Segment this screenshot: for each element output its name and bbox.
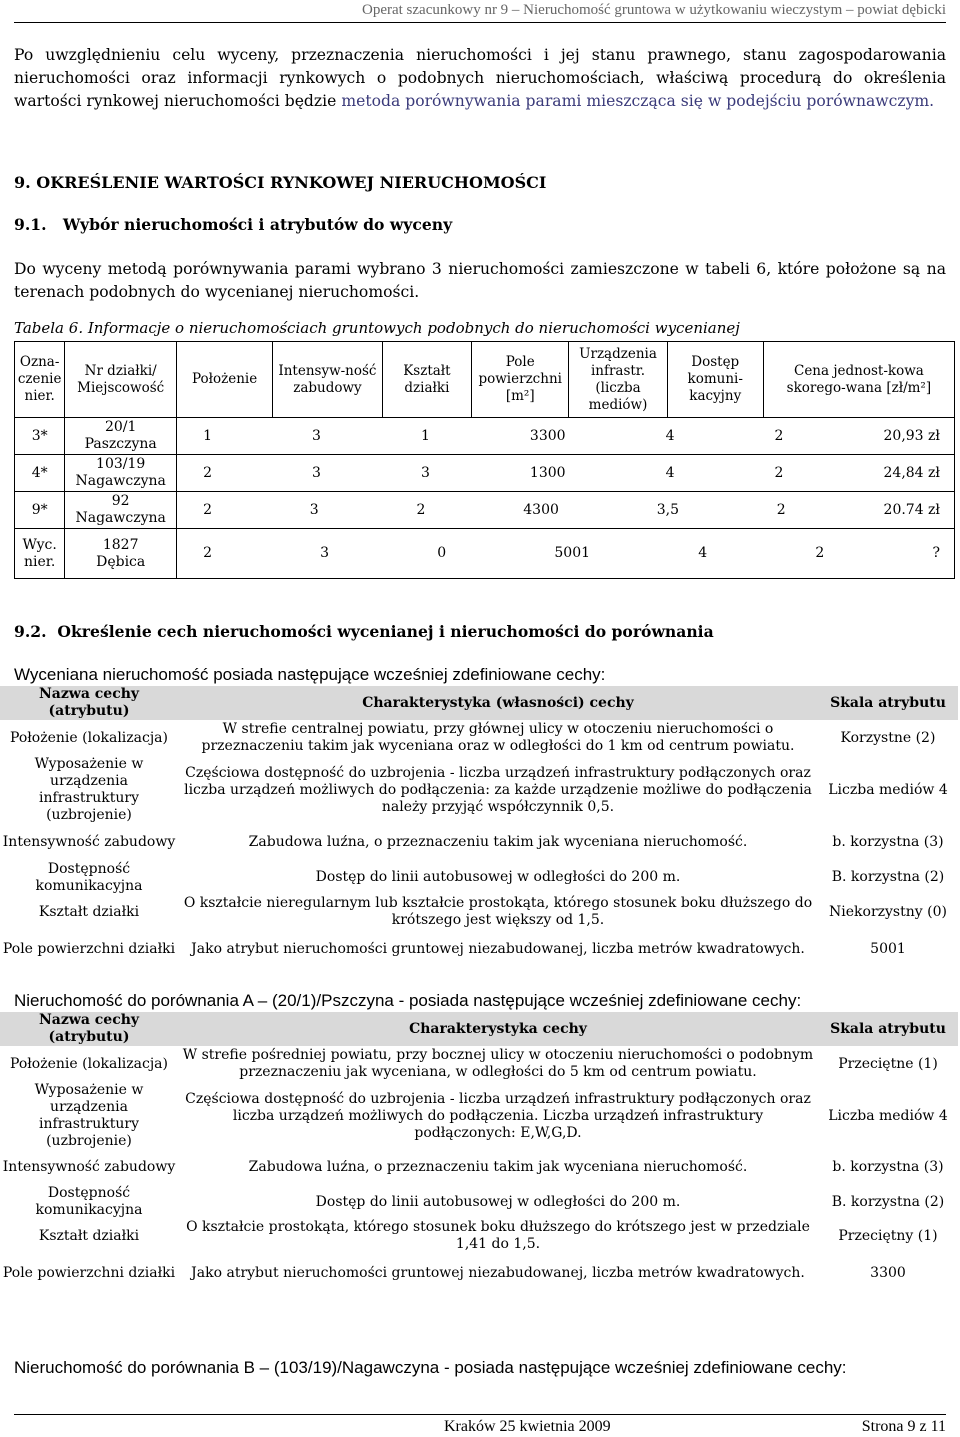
col-characteristic: Charakterystyka (własności) cechy [178, 686, 818, 720]
comparable-a-lead: Nieruchomość do porównania A – (20/1)/Pszczyna - posiada następujące wcześniej zdefiniowane cechy: [14, 991, 802, 1010]
plot-number: 103/19 [96, 456, 146, 472]
table-row [0, 895, 958, 929]
val-shape: 2 [416, 501, 426, 518]
val-price: 20,93 zł [883, 427, 940, 444]
attr-scale: B. korzystna (2) [831, 1193, 945, 1210]
col-scale: Skala atrybutu [818, 1012, 958, 1046]
col-scale: Skala atrybutu [818, 686, 958, 720]
row-id: Wyc. nier. [15, 529, 65, 579]
table-row [0, 929, 958, 969]
val-area: 3300 [529, 427, 566, 444]
attr-name: Wyposażenie w urządzenia infrastruktury (uzbrojenie) [34, 756, 144, 823]
col-attribute: Nazwa cechy (atrybutu) [0, 1012, 178, 1046]
table-6-caption: Tabela 6. Informacje o nieruchomościach gruntowych podobnych do nieruchomości wycenianej [14, 319, 740, 337]
attr-name: Położenie (lokalizacja) [9, 1055, 168, 1072]
attr-name: Intensywność zabudowy [2, 1159, 176, 1175]
attr-scale: 5001 [870, 940, 906, 957]
plot-place: Nagawczyna [75, 473, 166, 489]
row-values [177, 455, 955, 492]
val-shape: 1 [420, 427, 430, 444]
table-row [15, 529, 955, 579]
method-phrase: metoda porównywania parami mieszcząca się w podejściu porównawczym. [341, 92, 935, 110]
page-header: Operat szacunkowy nr 9 – Nieruchomość gruntowa w użytkowaniu wieczystym – powiat dębicki [14, 0, 946, 23]
val-location: 1 [203, 427, 212, 444]
val-utilities: 4 [665, 464, 675, 481]
plot-number: 92 [111, 493, 130, 509]
row-plot [65, 529, 177, 579]
attr-desc: Dostęp do linii autobusowej w odległości do 200 m. [315, 869, 681, 885]
col-price: Cena jednost-kowa skorego-wana [zł/m²] [763, 342, 954, 418]
table-row [0, 1219, 958, 1253]
comparable-a-table [0, 1012, 958, 1293]
attr-desc: O kształcie nieregularnym lub kształcie prostokąta, którego stosunek boku dłuższego do krótszego jest większy od 1,5. [183, 895, 813, 928]
val-location: 2 [203, 545, 212, 561]
val-location: 2 [203, 464, 212, 481]
attr-scale: 3300 [870, 1264, 906, 1281]
attr-desc: Dostęp do linii autobusowej w odległości do 200 m. [315, 1193, 681, 1210]
val-price: 20.74 zł [883, 501, 940, 518]
table-row [0, 860, 958, 895]
row-plot [65, 492, 177, 529]
attr-name: Położenie (lokalizacja) [9, 729, 168, 746]
row-id: 9* [15, 492, 65, 529]
table-6-header-row [15, 342, 955, 418]
footer-date: Kraków 25 kwietnia 2009 [444, 1418, 611, 1435]
attr-name: Kształt działki [38, 1227, 140, 1244]
attr-scale: B. korzystna (2) [831, 869, 945, 885]
plot-place: Dębica [96, 553, 146, 570]
comparable-b-lead: Nieruchomość do porównania B – (103/19)/Nagawczyna - posiada następujące wcześniej zdefiniowane cechy: [14, 1358, 847, 1377]
val-utilities: 4 [665, 427, 675, 444]
val-price: 24,84 zł [883, 464, 940, 481]
plot-place: Paszczyna [84, 436, 157, 452]
col-plot: Nr działki/ Miejscowość [65, 342, 177, 418]
intro-paragraph [14, 44, 946, 113]
val-price: ? [932, 545, 940, 561]
plot-number: 20/1 [104, 419, 137, 435]
plot-place: Nagawczyna [75, 510, 166, 526]
table-row [0, 824, 958, 860]
col-area: Pole powierzchni [m²] [472, 342, 569, 418]
attr-name: Dostępność komunikacyjna [35, 860, 143, 894]
attr-scale: Liczba mediów 4 [828, 781, 948, 798]
col-location: Położenie [177, 342, 273, 418]
col-utilities: Urządzenia infrastr. (liczba mediów) [569, 342, 667, 418]
attr-desc: W strefie pośredniej powiatu, przy bocznej ulicy w otoczeniu nieruchomości o podobnym przeznaczeniu jak wyceniana, w odległości do 5 km od centrum powiatu. [182, 1047, 814, 1080]
attr-name: Intensywność zabudowy [2, 833, 176, 850]
table-6 [14, 341, 955, 579]
row-values [177, 492, 955, 529]
attr-scale: Liczba mediów 4 [828, 1107, 948, 1124]
page-number: Strona 9 z 11 [861, 1418, 946, 1435]
col-designation: Ozna-czenie nier. [15, 342, 65, 418]
table-row [0, 1150, 958, 1185]
attr-name: Wyposażenie w urządzenia infrastruktury (uzbrojenie) [34, 1082, 144, 1149]
attr-scale: Przeciętne (1) [838, 1055, 938, 1072]
col-shape: Kształt działki [382, 342, 471, 418]
table-row [15, 492, 955, 529]
attr-desc: Częściowa dostępność do uzbrojenia - liczba urządzeń infrastruktury podłączonych oraz liczba urządzeń możliwych do podłączenia: za każde urządzenie możliwe do podłączenia należy przyjąć współczynnik 0,5. [184, 764, 812, 815]
val-access: 2 [774, 464, 784, 481]
col-attribute: Nazwa cechy (atrybutu) [0, 686, 178, 720]
col-access: Dostęp komuni-kacyjny [667, 342, 763, 418]
attr-desc: W strefie centralnej powiatu, przy głównej ulicy w otoczeniu nieruchomości o przeznaczeniu takim jak wyceniana oraz w odległości do 1 km od centrum powiatu. [201, 721, 795, 754]
val-location: 2 [203, 501, 212, 518]
table-row [15, 418, 955, 455]
attr-name: Pole powierzchni działki [2, 1264, 176, 1281]
section-9-2-heading: 9.2. Określenie cech nieruchomości wycenianej i nieruchomości do porównania [14, 622, 714, 641]
attr-scale: Przeciętny (1) [838, 1227, 938, 1244]
row-id: 4* [15, 455, 65, 492]
attr-header-row [0, 686, 958, 720]
attr-scale: Korzystne (2) [840, 729, 936, 746]
plot-number: 1827 [102, 536, 139, 553]
table-row [0, 720, 958, 756]
val-area: 4300 [523, 501, 559, 518]
val-area: 1300 [529, 464, 566, 481]
row-values [177, 529, 955, 579]
page-footer [14, 1414, 946, 1435]
val-intensity: 3 [312, 464, 321, 481]
attr-name: Pole powierzchni działki [2, 940, 176, 957]
attr-name: Kształt działki [38, 903, 140, 920]
col-intensity: Intensyw-ność zabudowy [273, 342, 383, 418]
attr-desc: Zabudowa luźna, o przeznaczeniu takim jak wyceniana nieruchomość. [248, 1159, 748, 1175]
section-9-1-paragraph: Do wyceny metodą porównywania parami wybrano 3 nieruchomości zamieszczone w tabeli 6, które położone są na terenach podobnych do wycenianej nieruchomości. [14, 260, 946, 301]
section-9-heading: 9. OKREŚLENIE WARTOŚCI RYNKOWEJ NIERUCHOMOŚCI [14, 173, 547, 192]
val-access: 2 [815, 545, 825, 561]
table-row [0, 1046, 958, 1082]
val-utilities: 3,5 [656, 501, 679, 518]
attr-desc: Jako atrybut nieruchomości gruntowej niezabudowanej, liczba metrów kwadratowych. [191, 940, 805, 957]
attr-desc: O kształcie prostokąta, którego stosunek boku dłuższego do krótszego jest w przedziale 1,41 do 1,5. [186, 1219, 810, 1252]
valued-property-table [0, 686, 958, 969]
attr-scale: b. korzystna (3) [832, 1159, 944, 1175]
intro-text: Po uwzględnieniu celu wyceny, przeznaczenia nieruchomości i jej stanu prawnego, stanu zagospodarowania nieruchomości oraz informacji rynkowych o podobnych nieruchomościach, właściwą procedurą do określenia wartości rynkowej nieruchomości będzie [14, 46, 946, 110]
val-shape: 3 [420, 464, 430, 481]
row-plot [65, 455, 177, 492]
col-characteristic: Charakterystyka cechy [178, 1012, 818, 1046]
attr-desc: Jako atrybut nieruchomości gruntowej niezabudowanej, liczba metrów kwadratowych. [191, 1264, 805, 1281]
val-access: 2 [776, 501, 786, 518]
row-id: 3* [15, 418, 65, 455]
table-row [0, 1185, 958, 1219]
attr-header-row [0, 1012, 958, 1046]
table-row [0, 756, 958, 824]
val-intensity: 3 [320, 545, 330, 561]
attr-desc: Częściowa dostępność do uzbrojenia - liczba urządzeń infrastruktury podłączonych oraz liczba urządzeń możliwych do podłączenia. Liczba urządzeń infrastruktury podłączonych: E,W,G,D. [185, 1090, 811, 1141]
row-values [177, 418, 955, 455]
attr-scale: Niekorzystny (0) [829, 903, 947, 920]
table-row [15, 455, 955, 492]
attr-desc: Zabudowa luźna, o przeznaczeniu takim jak wyceniana nieruchomość. [248, 833, 748, 850]
val-utilities: 4 [698, 545, 708, 561]
table-row [0, 1253, 958, 1293]
val-intensity: 3 [309, 501, 319, 518]
val-area: 5001 [554, 545, 591, 561]
val-shape: 0 [437, 545, 447, 561]
valued-property-lead: Wyceniana nieruchomość posiada następujące wcześniej zdefiniowane cechy: [14, 665, 606, 684]
val-intensity: 3 [312, 427, 321, 444]
attr-scale: b. korzystna (3) [832, 833, 944, 850]
section-9-1-heading: 9.1. Wybór nieruchomości i atrybutów do wyceny [14, 215, 453, 234]
attr-name: Dostępność komunikacyjna [35, 1185, 143, 1218]
table-row [0, 1082, 958, 1150]
row-plot [65, 418, 177, 455]
val-access: 2 [774, 427, 784, 444]
